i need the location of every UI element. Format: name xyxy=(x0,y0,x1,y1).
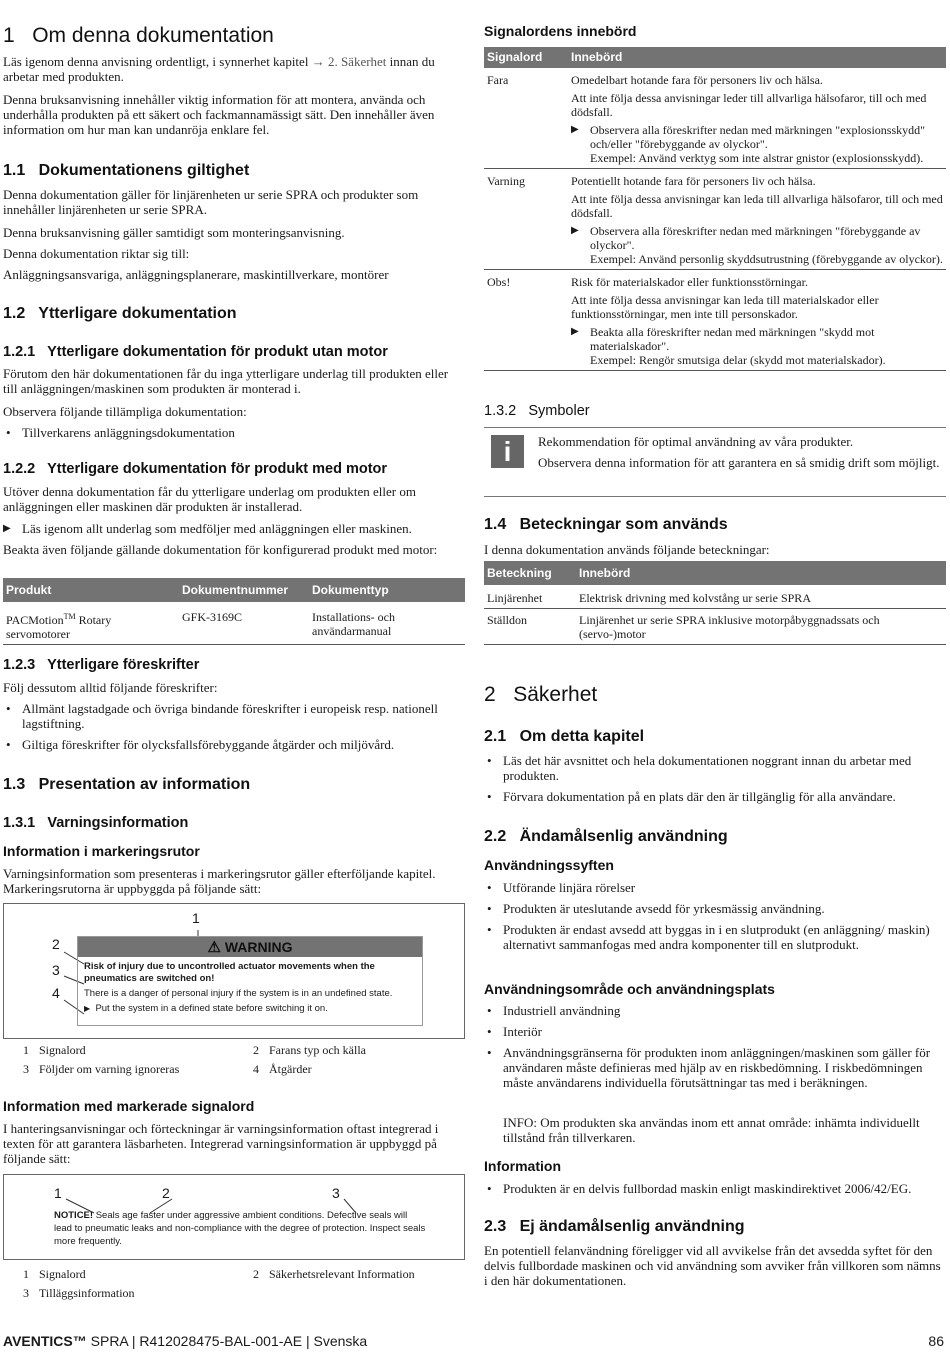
table-row xyxy=(484,169,946,270)
callout-number: 3 xyxy=(332,1185,340,1201)
intro-paragraph: Läs igenom denna anvisning ordentligt, i synnerhet kapitel → 2. Säkerhet innan du arbetar med produkten. xyxy=(3,54,435,84)
table-cell-meaning: Potentiellt hotande fara för personers liv och hälsa. Att inte följa dessa anvisningar kan leda till allvarliga hälsofaror, till och med dödsfall. ▶ Observera alla föreskrifter nedan med märkningen "förebyggande av olyckor". Exempel: Använd personlig skyddsutrustning (förebyggande av olyckor). xyxy=(568,169,946,270)
list-item: • Produkten är uteslutande avsedd för yrkesmässig användning. xyxy=(484,901,939,916)
doc-with-motor-paragraph: Utöver denna dokumentation får du ytterligare underlag om produkten eller om anläggningen eller maskinen där produkten är installerad. xyxy=(3,484,416,514)
table-cell-term: Ställdon xyxy=(484,609,576,645)
info-symbol-box xyxy=(484,427,946,497)
table-cell-signal-word: Fara xyxy=(484,68,568,169)
table-cell-term: Linjärenhet xyxy=(484,585,576,609)
doc-without-motor-paragraph-2: Observera följande tillämpliga dokumentation: xyxy=(3,404,247,419)
info-note: INFO: Om produkten ska användas inom ett annat område: inhämta individuellt tillstånd från tillverkaren. xyxy=(503,1115,920,1145)
subheading-area-of-use: Användningsområde och användningsplats xyxy=(484,981,775,997)
intro-paragraph-2: Denna bruksanvisning innehåller viktig information för att montera, använda och underhålla produkten på ett säkert och fackmannamässigt sätt. Den innehåller även information om hur man kan undanröja enklare fel. xyxy=(3,92,435,137)
callout-number: 3 xyxy=(52,962,60,978)
brand-name: AVENTICS™ xyxy=(3,1333,87,1349)
doc-with-motor-paragraph-2: Beakta även följande gällande dokumentation för konfigurerad produkt med motor: xyxy=(3,542,438,557)
table-row xyxy=(484,68,946,169)
about-chapter-list xyxy=(484,753,939,804)
regulations-paragraph: Följ dessutom alltid följande föreskrifter: xyxy=(3,680,218,695)
table-cell-doctype: Installations- och användarmanual xyxy=(309,602,465,645)
designations-table xyxy=(484,561,946,645)
table-cell-product: PACMotion™ Rotary servomotorer xyxy=(3,602,179,645)
callout-number: 4 xyxy=(52,985,60,1001)
table-row xyxy=(484,270,946,371)
table-cell-signal-word: Obs! xyxy=(484,270,568,371)
page-number: 86 xyxy=(928,1333,944,1349)
section-1-2-1-heading: 1.2.1 Ytterligare dokumentation för produkt utan motor xyxy=(3,344,388,360)
warning-signal-bar: ⚠ WARNING xyxy=(78,937,422,957)
area-of-use-list xyxy=(484,1003,939,1090)
callout-number: 2 xyxy=(52,936,60,952)
list-item: • Produkten är endast avsedd att byggas in i en slutprodukt (en anläggning/ maskin) alternativt sammanfogas med andra komponenter till en slutprodukt. xyxy=(484,922,939,952)
list-item: • Användningsgränserna för produkten inom anläggningen/maskinen som gäller för användaren måste definieras med hjälp av en riskbedömning. I riskbedömningen måste användarens individuella förutsättningar tas med i beräkningen. xyxy=(484,1045,939,1090)
table-cell-signal-word: Varning xyxy=(484,169,568,270)
cross-reference-link[interactable]: → 2. Säkerhet xyxy=(311,54,387,69)
list-item: • Allmänt lagstadgade och övriga bindande föreskrifter i europeisk resp. nationell lagstiftning. xyxy=(3,701,453,731)
section-2-3-heading: 2.3 Ej ändamålsenlig användning xyxy=(484,1218,745,1235)
arrow-right-icon: ▶ xyxy=(84,1004,91,1013)
section-1-2-3-heading: 1.2.3 Ytterligare föreskrifter xyxy=(3,657,200,673)
subheading-purposes: Användningssyften xyxy=(484,857,614,873)
list-item: • Produkten är en delvis fullbordad maskin enligt maskindirektivet 2006/42/EG. xyxy=(484,1181,946,1196)
action-step: ▶ Läs igenom allt underlag som medföljer med anläggningen eller maskinen. xyxy=(3,521,465,536)
page-footer xyxy=(3,1334,367,1349)
subheading-signal-words: Information med markerade signalord xyxy=(3,1098,255,1114)
purposes-list xyxy=(484,880,939,952)
list-item: • Interiör xyxy=(484,1024,939,1039)
signal-words-title: Signalordens innebörd xyxy=(484,23,637,39)
notice-text: NOTICE! Seals age faster under aggressive ambient conditions. Defective seals will lead to pneumatic leaks and non-compliance with the degree of protection. Inspect seals more frequently. xyxy=(54,1210,426,1247)
section-1-3-1-heading: 1.3.1 Varningsinformation xyxy=(3,815,189,831)
callout-number: 2 xyxy=(162,1185,170,1201)
table-row xyxy=(484,609,946,645)
subheading-information: Information xyxy=(484,1158,561,1174)
validity-paragraph-2: Denna bruksanvisning gäller samtidigt som monteringsanvisning. xyxy=(3,225,345,240)
doc-without-motor-list xyxy=(3,425,465,440)
warning-triangle-icon: ⚠ xyxy=(207,939,221,956)
table-row xyxy=(3,602,465,645)
list-item: • Läs det här avsnittet och hela dokumentationen noggrant innan du arbetar med produkten. xyxy=(484,753,939,783)
section-1-1-heading: 1.1 Dokumentationens giltighet xyxy=(3,162,250,179)
section-2-1-heading: 2.1 Om detta kapitel xyxy=(484,728,645,745)
designations-paragraph: I denna dokumentation används följande beteckningar: xyxy=(484,542,770,557)
table-header: Dokumenttyp xyxy=(309,578,465,602)
section-number: 1 xyxy=(3,24,15,47)
table-cell-meaning: Omedelbart hotande fara för personers liv och hälsa. Att inte följa dessa anvisningar leder till allvarliga hälsofaror, till och med dödsfall. ▶ Observera alla föreskrifter nedan med märkningen "explosionsskydd" och/eller "förebyggande av olyckor". Exempel: Använd verktyg som inte alstrar gnistor (explosionsskydd). xyxy=(568,68,946,169)
table-cell-docnum: GFK-3169C xyxy=(179,602,309,645)
consequence-text: There is a danger of personal injury if the system is in an undefined state. xyxy=(84,988,393,999)
table-header: Innebörd xyxy=(576,561,946,585)
section-2-2-heading: 2.2 Ändamålsenlig användning xyxy=(484,828,728,845)
info-text-1: Rekommendation för optimal användning av våra produkter. xyxy=(538,434,854,449)
notice-box-figure xyxy=(3,1174,465,1260)
list-item: • Industriell användning xyxy=(484,1003,939,1018)
signal-words-table xyxy=(484,47,946,371)
table-cell-meaning: Risk för materialskador eller funktionsstörningar. Att inte följa dessa anvisningar kan leda till materialskador eller funktionsstörningar, men inte till personskador. ▶ Beakta alla föreskrifter nedan med märkningen "skydd mot materialskador". Exempel: Rengör smutsiga delar (skydd mot materialskador). xyxy=(568,270,946,371)
information-list xyxy=(484,1181,946,1196)
document-id: SPRA | R412028475-BAL-001-AE | Svenska xyxy=(86,1333,368,1349)
left-column: 1 Om denna dokumentation Läs igenom denna anvisning ordentligt, i synnerhet kapitel → 2. Säkerhet innan du arbetar med produkten. Denna bruksanvisning innehåller viktig information för att montera, använda och underhålla produkten på ett säkert och fackmannamässigt sätt. Den innehåller även information om hur man kan undanröja enklare fel. 1.1 Dokumentationens giltighet Denna dokumentation gäller för linjärenheten ur serie SPRA och produkter som innehåller linjärenheten ur serie SPRA. Denna bruksanvisning gäller samtidigt som monteringsanvisning. Denna dokumentation riktar sig till: Anläggningsansvariga, anläggningsplanerare, maskintillverkare, montörer 1.2 Ytterligare dokumentation 1.2.1 Ytterligare dokumentation för produkt utan motor Förutom den här dokumentationen får du inga ytterligare underlag till produkten eller till anläggningen/maskinen som produkten är monterad i. Observera följande tillämpliga dokumentation: • Tillverkarens anläggningsdokumentation 1.2.2 Ytterligare dokumentation för produkt med motor Utöver denna dokumentation får du ytterligare underlag om produkten eller om anläggningen eller maskinen där produkten är installerad. ▶ Läs igenom allt underlag som medföljer med anläggningen eller maskinen. Beakta även följande gällande dokumentation för konfigurerad produkt med motor: Produkt Dokumentnummer Dokumenttyp PACMotion™ Rotary servomotorer GFK-3169C Installations- och användarmanual 1.2.3 Ytterligare föreskrifter Följ dessutom alltid följande föreskrifter: • Allmänt lagstadgade och övriga bindande föreskrifter i europeisk resp. nationell lagstiftning. • Giltiga föreskrifter för olycksfallsförebyggande åtgärder och miljövård. 1.3 Presentation av information 1.3.1 Varningsinformation Information i markeringsrutor Varningsinformation som presenteras i markeringsrutor gäller efterföljande kapitel. Markeringsrutorna är uppbyggda på följande sätt: 1 2 3 4 ⚠ WARNING Risk of injury due to uncontrolled actuator movements when the pneumatics are switched on! There is a danger of personal injury if the system is in an undefined state. ▶ Put the system in a defined state before switching it on. 1 Signalord 2 Farans typ och källa 3 Följder om varning ignoreras 4 Åtgärder Information med markerade signalord I hanteringsanvisningar och förteckningar är varningsinformation oftast integrerad i texten för att garantera läsbarheten. Integrerad varningsinformation är uppbyggd på följande sätt: 1 2 3 NOTICE! Seals age faster under aggressive ambient conditions. Defective seals will lead to pneumatic leaks and non-compliance with the degree of protection. Inspect seals more frequently. 1 Signalord 2 Säkerhetsrelevant Information 3 Tilläggsinformation xyxy=(3,0,465,15)
regulations-list xyxy=(3,701,453,752)
table-header: Dokumentnummer xyxy=(179,578,309,602)
warning-panel xyxy=(77,936,423,1026)
section-1-2-2-heading: 1.2.2 Ytterligare dokumentation för produkt med motor xyxy=(3,461,388,477)
info-text-2: Observera denna information för att garantera en så smidig drift som möjligt. xyxy=(538,455,940,470)
section-1-2-heading: 1.2 Ytterligare dokumentation xyxy=(3,305,237,322)
list-item: • Tillverkarens anläggningsdokumentation xyxy=(3,425,465,440)
callout-number: 1 xyxy=(192,910,200,926)
table-header: Signalord xyxy=(484,47,568,68)
list-item: • Utförande linjära rörelser xyxy=(484,880,939,895)
section-1-3-2-heading: 1.3.2 Symboler xyxy=(484,403,590,419)
warning-box-figure xyxy=(3,903,465,1039)
callout-number: 1 xyxy=(54,1185,62,1201)
table-header: Produkt xyxy=(3,578,179,602)
section-title: Om denna dokumentation xyxy=(32,24,274,47)
validity-paragraph-3: Denna dokumentation riktar sig till: xyxy=(3,246,190,261)
list-item: • Förvara dokumentation på en plats där den är tillgänglig för alla användare. xyxy=(484,789,939,804)
product-doc-table xyxy=(3,578,465,645)
info-icon: i xyxy=(491,435,524,468)
table-cell-meaning: Elektrisk drivning med kolvstång ur serie SPRA xyxy=(576,585,946,609)
table-header: Innebörd xyxy=(568,47,946,68)
doc-without-motor-paragraph: Förutom den här dokumentationen får du inga ytterligare underlag till produkten eller till anläggningen/maskinen som produkten är monterad i. xyxy=(3,366,449,396)
validity-paragraph: Denna dokumentation gäller för linjärenheten ur serie SPRA och produkter som innehåller linjärenheten ur serie SPRA. xyxy=(3,187,419,217)
measure-text: ▶ Put the system in a defined state before switching it on. xyxy=(84,1003,328,1014)
misuse-paragraph: En potentiell felanvändning föreligger vid all avvikelse från det avsedda syftet för den delvis fullbordade maskinen och vid användning som avviker från villkoren som nämns i den här dokumentationen. xyxy=(484,1243,941,1288)
hazard-type-text: Risk of injury due to uncontrolled actuator movements when the pneumatics are switched on! xyxy=(84,961,375,984)
section-2-heading: 2 Säkerhet xyxy=(484,683,598,706)
warning-boxes-paragraph: Varningsinformation som presenteras i markeringsrutor gäller efterföljande kapitel. Markeringsrutorna är uppbyggda på följande sätt: xyxy=(3,866,436,896)
table-header: Beteckning xyxy=(484,561,576,585)
section-1-3-heading: 1.3 Presentation av information xyxy=(3,776,251,793)
list-item: • Giltiga föreskrifter för olycksfallsförebyggande åtgärder och miljövård. xyxy=(3,737,453,752)
table-cell-meaning: Linjärenhet ur serie SPRA inklusive motorpåbyggnadssats och (servo-)motor xyxy=(576,609,946,645)
table-row xyxy=(484,585,946,609)
signal-words-paragraph: I hanteringsanvisningar och förteckningar är varningsinformation oftast integrerad i texten för att garantera läsbarheten. Integrerad varningsinformation är uppbyggd på följande sätt: xyxy=(3,1121,439,1166)
section-1-4-heading: 1.4 Beteckningar som används xyxy=(484,516,728,533)
subheading-marker-boxes: Information i markeringsrutor xyxy=(3,843,200,859)
validity-paragraph-4: Anläggningsansvariga, anläggningsplanerare, maskintillverkare, montörer xyxy=(3,267,389,282)
section-1-heading xyxy=(3,24,274,48)
